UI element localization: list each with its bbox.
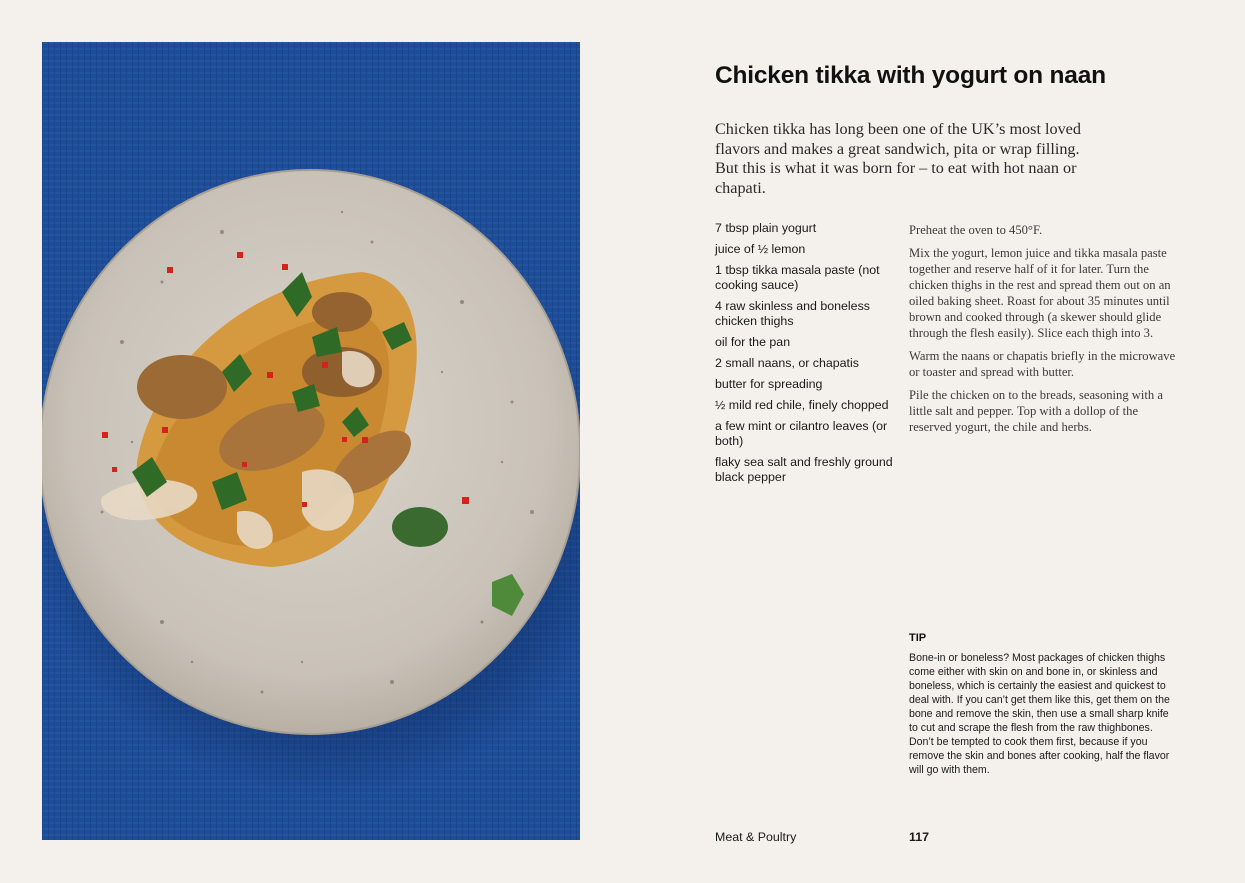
dish-illustration <box>42 42 580 840</box>
recipe-intro: Chicken tikka has long been one of the UK’s most loved flavors and makes a great sandwich, pita or wrap filling. But this is what it was born for – to eat with hot naan or chapati. <box>715 120 1081 197</box>
ingredient-item: flaky sea salt and freshly ground black pepper <box>715 455 893 484</box>
ingredient-item: 7 tbsp plain yogurt <box>715 221 817 235</box>
ingredient-item: 1 tbsp tikka masala paste (not cooking sauce) <box>715 263 880 292</box>
ingredient-item: 2 small naans, or chapatis <box>715 356 859 370</box>
method-step: Mix the yogurt, lemon juice and tikka masala paste together and reserve half of it for later. Turn the chicken thighs in the rest and spread them out on an oiled baking sheet. Roast for about 35 minutes until brown and cooked through (a skewer should glide through the flesh easily). Slice each thigh into 3. <box>909 246 1171 340</box>
recipe-title: Chicken tikka with yogurt on naan <box>715 62 1106 89</box>
tip-heading: TIP <box>909 632 927 644</box>
footer-section-name: Meat & Poultry <box>715 830 797 844</box>
ingredient-item: butter for spreading <box>715 377 823 391</box>
ingredient-item: a few mint or cilantro leaves (or both) <box>715 419 888 448</box>
method-step: Warm the naans or chapatis briefly in the microwave or toaster and spread with butter. <box>909 349 1176 379</box>
method-step: Preheat the oven to 450°F. <box>909 223 1043 237</box>
ingredient-list <box>715 221 895 491</box>
mint-leaf <box>392 507 448 547</box>
page-number: 117 <box>909 830 929 844</box>
ingredient-item: juice of ½ lemon <box>715 242 806 256</box>
ingredient-item: ½ mild red chile, finely chopped <box>715 398 889 412</box>
tip-body: Bone-in or boneless? Most packages of chicken thighs come either with skin on and bone in, or skinless and boneless, which is certainly the easiest and quickest to deal with. If you can’t get them like this, get them on the bone and remove the skin, then use a small sharp knife to cut and scrape the flesh from the raw thighbones. Don’t be tempted to cook them first, because if you remove the skin and bones after cooking, half the flavor will go with them. <box>909 652 1170 776</box>
recipe-photo <box>42 42 580 840</box>
ingredient-item: oil for the pan <box>715 335 791 349</box>
method-steps <box>909 222 1177 442</box>
method-step: Pile the chicken on to the breads, seasoning with a little salt and pepper. Top with a dollop of the reserved yogurt, the chile and herbs. <box>909 388 1163 434</box>
ingredient-item: 4 raw skinless and boneless chicken thighs <box>715 299 870 328</box>
